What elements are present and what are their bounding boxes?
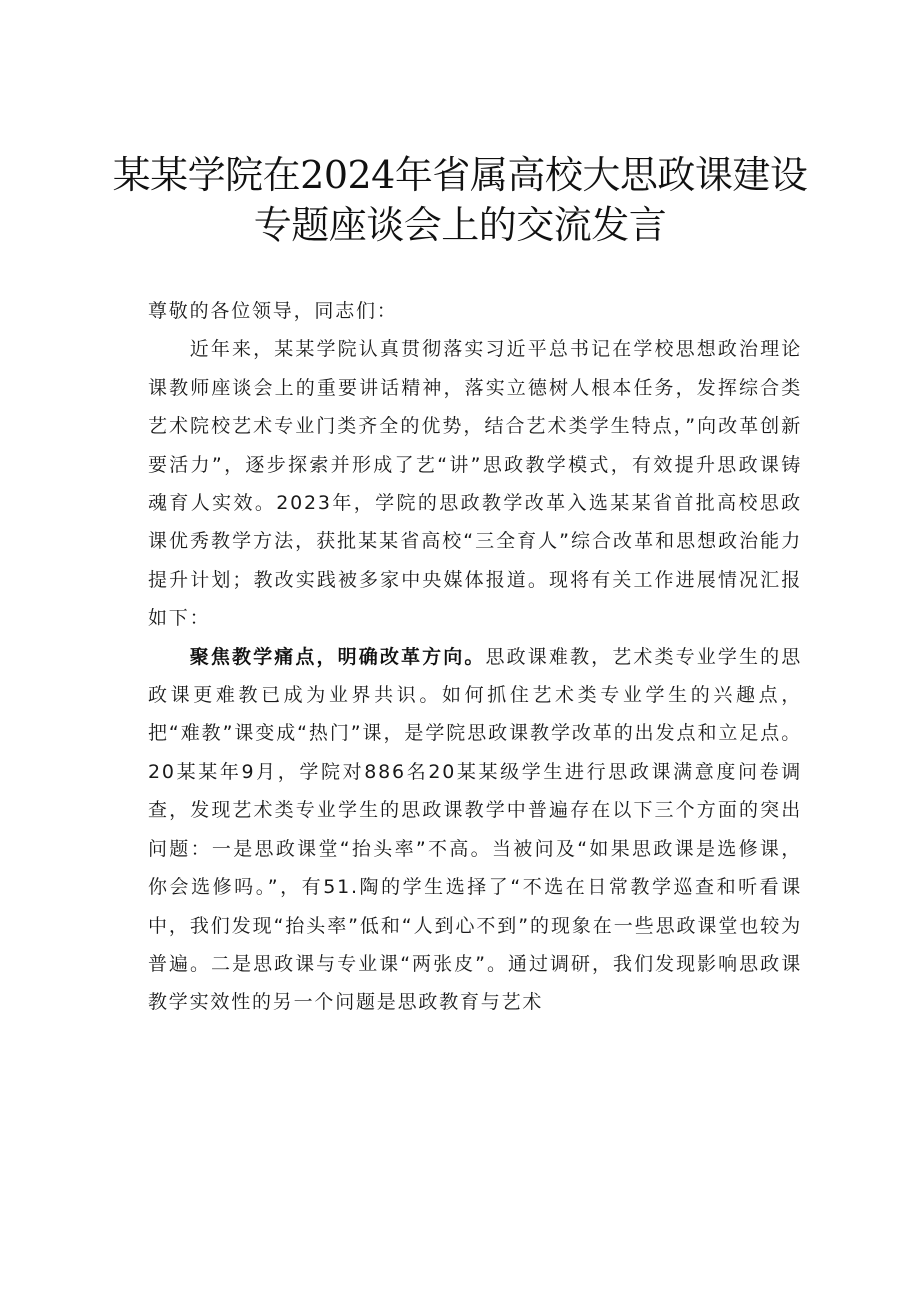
paragraph-section-1 bbox=[148, 638, 802, 1022]
salutation: 尊敬的各位领导，同志们： bbox=[148, 300, 398, 322]
section-heading: 聚焦教学痛点，明确改革方向。 bbox=[189, 645, 486, 668]
document-title bbox=[100, 150, 820, 250]
paragraph-intro: 近年来，某某学院认真贯彻落实习近平总书记在学校思想政治理论课教师座谈会上的重要讲话精神，落实立德树人根本任务，发挥综合类艺术院校艺术专业门类齐全的优势，结合艺术类学生特点，”向改革创新要活力”，逐步探索并形成了艺“讲”思政教学模式，有效提升思政课铸魂育人实效。2023年，学院的思政教学改革入选某某省首批高校思政课优秀教学方法，获批某某省高校“三全育人”综合改革和思想政治能力提升计划；教改实践被多家中央媒体报道。现将有关工作进展情况汇报如下： bbox=[148, 338, 802, 630]
document-body bbox=[148, 292, 802, 1022]
title-line-1: 某某学院在2024年省属高校大思政课建设 bbox=[112, 153, 808, 197]
title-line-2: 专题座谈会上的交流发言 bbox=[253, 203, 667, 247]
section-text: 思政课难教，艺术类专业学生的思政课更难教已成为业界共识。如何抓住艺术类专业学生的兴趣点，把“难教”课变成“热门”课，是学院思政课教学改革的出发点和立足点。20某某年9月，学院对886名20某某级学生进行思政课满意度问卷调查，发现艺术类专业学生的思政课教学中普遍存在以下三个方面的突出问题：一是思政课堂“抬头率”不高。当被问及“如果思政课是选修课，你会选修吗。”，有51.陶的学生选择了“不选在日常教学巡查和听看课中，我们发现“抬头率”低和“人到心不到”的现象在一些思政课堂也较为普遍。二是思政课与专业课“两张皮”。通过调研，我们发现影响思政课教学实效性的另一个问题是思政教育与艺术 bbox=[148, 645, 802, 1014]
